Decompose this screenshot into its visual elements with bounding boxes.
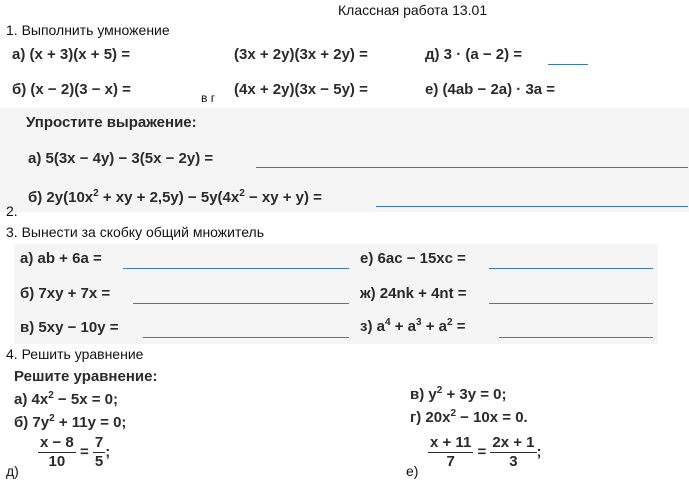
task4-item-v: в) $y^2 + 3y = 0$; [410, 385, 507, 403]
task1-item-d: д) 3 · (a − 2) = [425, 46, 523, 63]
task2-heading: Упростите выражение: [26, 114, 197, 131]
page-title: Классная работа 13.01 [338, 2, 488, 18]
task3-item-v: в) 5xy − 10y = [20, 319, 119, 336]
task4-e-right-fraction: $\frac{2x + 1}{3}$ [492, 434, 535, 470]
task1-item-g: (4x + 2y)(3x − 5y) = [234, 81, 368, 98]
task1-item-a: а) (x + 3)(x + 5) = [12, 46, 130, 63]
task3-e-answer-line[interactable] [489, 268, 653, 269]
task1-item-b: б) (x − 2)(3 − x) = [12, 81, 131, 98]
task4-d-left-fraction: $\frac{x - 8}{10}$ [40, 434, 74, 470]
task3-v-answer-line[interactable] [143, 337, 349, 338]
task2-a-answer-line[interactable] [256, 167, 688, 168]
task1-item-v: (3x + 2y)(3x + 2y) = [234, 46, 368, 63]
task3-item-zh: ж) 24nk + 4nt = [360, 285, 467, 302]
task4-heading: 4. Решить уравнение [6, 346, 144, 362]
task1-item-e: е) (4ab − 2a) · 3a = [425, 81, 556, 98]
task4-e-left-fraction: $\frac{x + 11}{7}$ [430, 434, 472, 470]
task4-d-right-fraction: $\frac{7}{5}$ [94, 434, 104, 470]
task2-item-a: а) 5(3x − 4y) − 3(5x − 2y) = [28, 150, 214, 167]
task2-number: 2. [6, 203, 18, 219]
task3-a-answer-line[interactable] [123, 268, 349, 269]
task4-item-b: б) $7y^2 + 11y = 0$; [14, 413, 127, 431]
task3-item-a: а) ab + 6a = [20, 250, 102, 267]
task4-item-a: а) $4x^2 - 5x = 0$; [14, 390, 118, 408]
task3-item-b: б) 7xy + 7x = [20, 285, 111, 302]
task1-heading: 1. Выполнить умножение [6, 22, 170, 38]
task1-vg-marker: в г [201, 91, 216, 105]
task3-zh-answer-line[interactable] [489, 303, 653, 304]
task4-d-label: д) [6, 463, 19, 479]
task3-b-answer-line[interactable] [133, 303, 349, 304]
task3-item-z: з) $a^4 + a^3 + a^2$ = [360, 317, 466, 335]
task4-item-e-equation: $\frac{x + 11}{7}$ = $\frac{2x + 1}{3}$ ; [430, 434, 542, 470]
task3-heading: 3. Вынести за скобку общий множитель [6, 224, 265, 240]
task3-z-answer-line[interactable] [499, 337, 653, 338]
task4-item-d-equation: $\frac{x - 8}{10}$ = $\frac{7}{5}$ ; [40, 434, 111, 470]
task2-b-answer-line[interactable] [376, 206, 688, 207]
task2-item-b: б) $2y(10x^2$ + xy + $2,5y) - 5y(4x^2$ − xy + y) = [28, 188, 322, 206]
task3-item-e: е) 6ac − 15xc = [360, 250, 466, 267]
task1-d-answer-line[interactable] [548, 64, 588, 65]
task4-e-label: е) [406, 463, 419, 479]
task4-item-g: г) $20x^2 - 10x = 0$. [410, 408, 528, 426]
task4-subheading: Решите уравнение: [14, 368, 158, 385]
